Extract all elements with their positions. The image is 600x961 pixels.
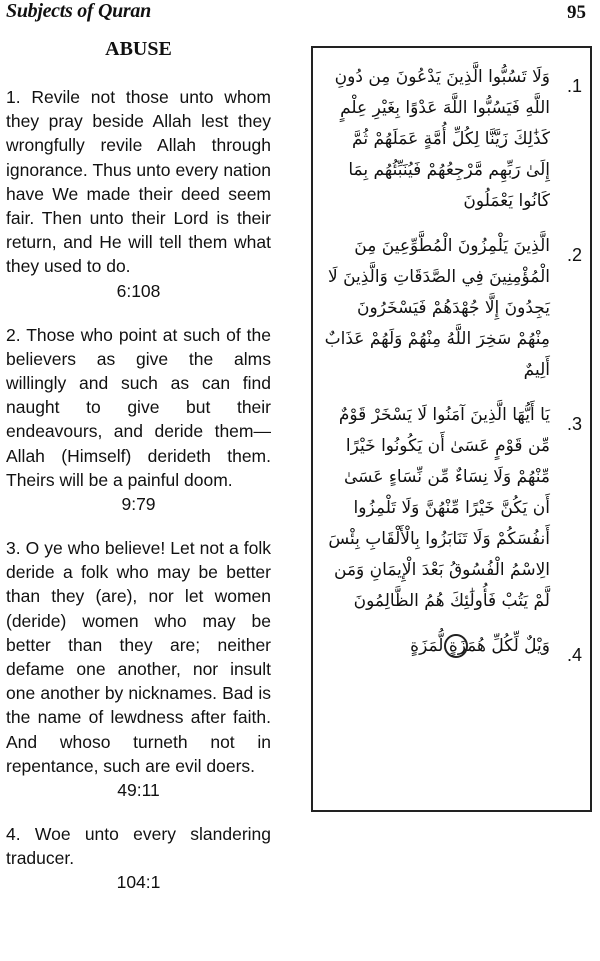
verse-4 <box>6 822 271 894</box>
translation-column <box>6 38 271 914</box>
section-heading: ABUSE <box>105 38 172 60</box>
verse-3 <box>6 536 271 802</box>
arabic-verse-number: .1 <box>566 76 582 96</box>
verse-text: 4. Woe unto every slandering traducer. <box>6 824 271 869</box>
verse-reference: 104:1 <box>116 872 161 893</box>
verse-reference: 9:79 <box>121 494 156 515</box>
arabic-verse-text: وَيْلٌ لِّكُلِّ هُمَزَةٍ لُّمَزَةٍ <box>410 636 550 656</box>
arabic-verse-text: الَّذِينَ يَلْمِزُونَ الْمُطَّوِّعِينَ مِنَ الْمُؤْمِنِينَ فِي الصَّدَقَاتِ وَالَّذِينَ لَا يَجِدُونَ إِلَّا جُهْدَهُمْ فَيَسْخَرُونَ مِنْهُمْ سَخِرَ اللَّهُ مِنْهُمْ وَلَهُمْ عَذَابٌ أَلِيمٌ <box>324 236 550 380</box>
arabic-verse-number: .4 <box>566 645 582 665</box>
arabic-verse-1 <box>313 62 590 217</box>
verse-text: 1. Revile not those unto whom they pray beside Allah lest they wrongfully revile Allah through ignorance. Thus unto every nation have We made their deed seem fair. Then unto their Lord is their return, and He will tell them what they used to do. <box>6 87 271 277</box>
arabic-verse-number: .3 <box>566 414 582 434</box>
verse-text: 3. O ye who believe! Let not a folk deride a folk who may be better than they (are), nor let women (deride) women who may be better than they are; neither defame one another, nor insult one another by nicknames. Bad is the name of lewdness after faith. And whoso turneth not in repentance, such are evil doers. <box>6 538 271 776</box>
arabic-verse-text: وَلَا تَسُبُّوا الَّذِينَ يَدْعُونَ مِن دُونِ اللَّهِ فَيَسُبُّوا اللَّهَ عَدْوًا بِغَيْرِ عِلْمٍ كَذَٰلِكَ زَيَّنَّا لِكُلِّ أُمَّةٍ عَمَلَهُمْ ثُمَّ إِلَىٰ رَبِّهِم مَّرْجِعُهُمْ فَيُنَبِّئُهُم بِمَا كَانُوا يَعْمَلُونَ <box>334 67 550 211</box>
arabic-verse-number: .2 <box>566 245 582 265</box>
arabic-verse-3 <box>313 400 590 617</box>
end-ornament-circle <box>444 634 468 658</box>
verse-2 <box>6 323 271 516</box>
verse-reference: 6:108 <box>116 280 161 301</box>
page-number: 95 <box>567 2 586 23</box>
verse-text: 2. Those who point at such of the believers as give the alms willingly and such as can find naught to give but their endeavours, and deride them— Allah (Himself) derideth them. Theirs will be a painful doom. <box>6 324 271 490</box>
verse-reference: 49:11 <box>117 780 160 801</box>
arabic-verse-text: يَا أَيُّهَا الَّذِينَ آمَنُوا لَا يَسْخَرْ قَوْمٌ مِّن قَوْمٍ عَسَىٰ أَن يَكُونُوا خَيْرًا مِّنْهُمْ وَلَا نِسَاءٌ مِّن نِّسَاءٍ عَسَىٰ أَن يَكُنَّ خَيْرًا مِّنْهُنَّ وَلَا تَلْمِزُوا أَنفُسَكُمْ وَلَا تَنَابَزُوا بِالْأَلْقَابِ بِئْسَ الِاسْمُ الْفُسُوقُ بَعْدَ الْإِيمَانِ وَمَن لَّمْ يَتُبْ فَأُولَٰئِكَ هُمُ الظَّالِمُونَ <box>328 405 550 611</box>
verse-1 <box>6 85 271 303</box>
running-header-title: Subjects of Quran <box>6 0 151 22</box>
arabic-verse-2 <box>313 231 590 386</box>
arabic-text-box <box>311 46 592 812</box>
